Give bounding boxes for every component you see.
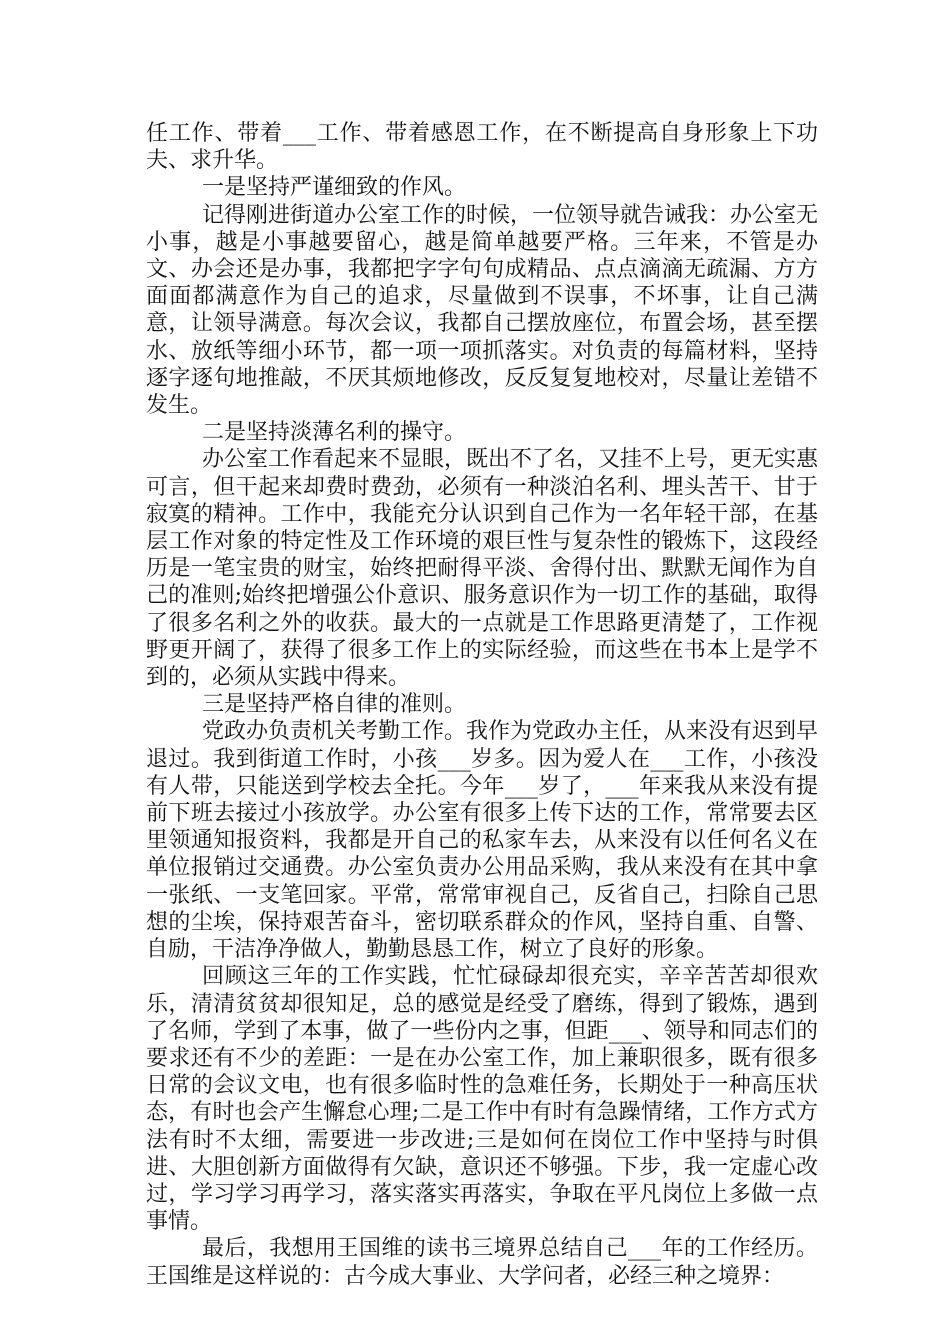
paragraph-indifferent-to-fame: 办公室工作看起来不显眼，既出不了名，又挂不上号，更无实惠可言，但干起来却费时费劲，必须有一种淡泊名利、埋头苦干、甘于寂寞的精神。工作中，我能充分认识到自己作为一名年轻干部，在基层工作对象的特定性及工作环境的艰巨性与复杂性的锻炼下，这段经历是一笔宝贵的财宝，始终把耐得平淡、舍得付出、默默无闻作为自己的准则;始终把增强公仆意识、服务意识作为一切工作的基础，取得了很多名利之外的收获。最大的一点就是工作思路更清楚了，工作视野更开阔了，获得了很多工作上的实际经验，而这些在书本上是学不到的，必须从实践中得来。 xyxy=(146,447,819,691)
section-heading-rigorous-style: 一是坚持严谨细致的作风。 xyxy=(202,175,467,201)
section-heading-self-discipline: 三是坚持严格自律的准则。 xyxy=(202,692,467,718)
paragraph-self-discipline: 党政办负责机关考勤工作。我作为党政办主任，从来没有迟到早退过。我到街道工作时，小孩___岁多。因为爱人在___工作，小孩没有人带，只能送到学校去全托。今年___岁了，___年来我从来没有提前下班去接过小孩放学。办公室有很多上传下达的工作，常常要去区里领通知报资料，我都是开自己的私家车去，从来没有以任何名义在单位报销过交通费。办公室负责办公用品采购，我从来没有在其中拿一张纸、一支笔回家。平常，常常审视自己，反省自己，扫除自己思想的尘埃，保持艰苦奋斗，密切联系群众的作风，坚持自重、自警、自励，干洁净净做人，勤勤恳恳工作，树立了良好的形象。 xyxy=(146,719,819,963)
paragraph-continuation: 任工作、带着___工作、带着感恩工作，在不断提高自身形象上下功夫、求升华。 xyxy=(146,121,818,174)
section-heading-indifferent-to-fame: 二是坚持淡薄名利的操守。 xyxy=(202,420,467,446)
paragraph-closing: 最后，我想用王国维的读书三境界总结自己___年的工作经历。王国维是这样说的：古今成大事业、大学问者，必经三种之境界： xyxy=(146,1236,818,1289)
paragraph-rigorous-style: 记得刚进街道办公室工作的时候，一位领导就告诫我：办公室无小事，越是小事越要留心，越是简单越要严格。三年来，不管是办文、办会还是办事，我都把字字句句成精品、点点滴滴无疏漏、方方面面都满意作为自己的追求，尽量做到不误事，不坏事，让自己满意，让领导满意。每次会议，我都自己摆放座位，布置会场，甚至摆水、放纸等细小环节，都一项一项抓落实。对负责的每篇材料，坚持逐字逐句地推敲，不厌其烦地修改，反反复复地校对，尽量让差错不发生。 xyxy=(146,202,819,419)
document-body xyxy=(146,120,818,1290)
paragraph-review: 回顾这三年的工作实践，忙忙碌碌却很充实，辛辛苦苦却很欢乐，清清贫贫却很知足，总的感觉是经受了磨练，得到了锻炼，遇到了名师，学到了本事，做了一些份内之事，但距___、领导和同志们的要求还有不少的差距：一是在办公室工作，加上兼职很多，既有很多日常的会议文电，也有很多临时性的急难任务，长期处于一种高压状态，有时也会产生懈怠心理;二是工作中有时有急躁情绪，工作方式方法有时不太细，需要进一步改进;三是如何在岗位工作中坚持与时俱进、大胆创新方面做得有欠缺，意识还不够强。下步，我一定虚心改过，学习学习再学习，落实落实再落实，争取在平凡岗位上多做一点事情。 xyxy=(146,964,818,1235)
